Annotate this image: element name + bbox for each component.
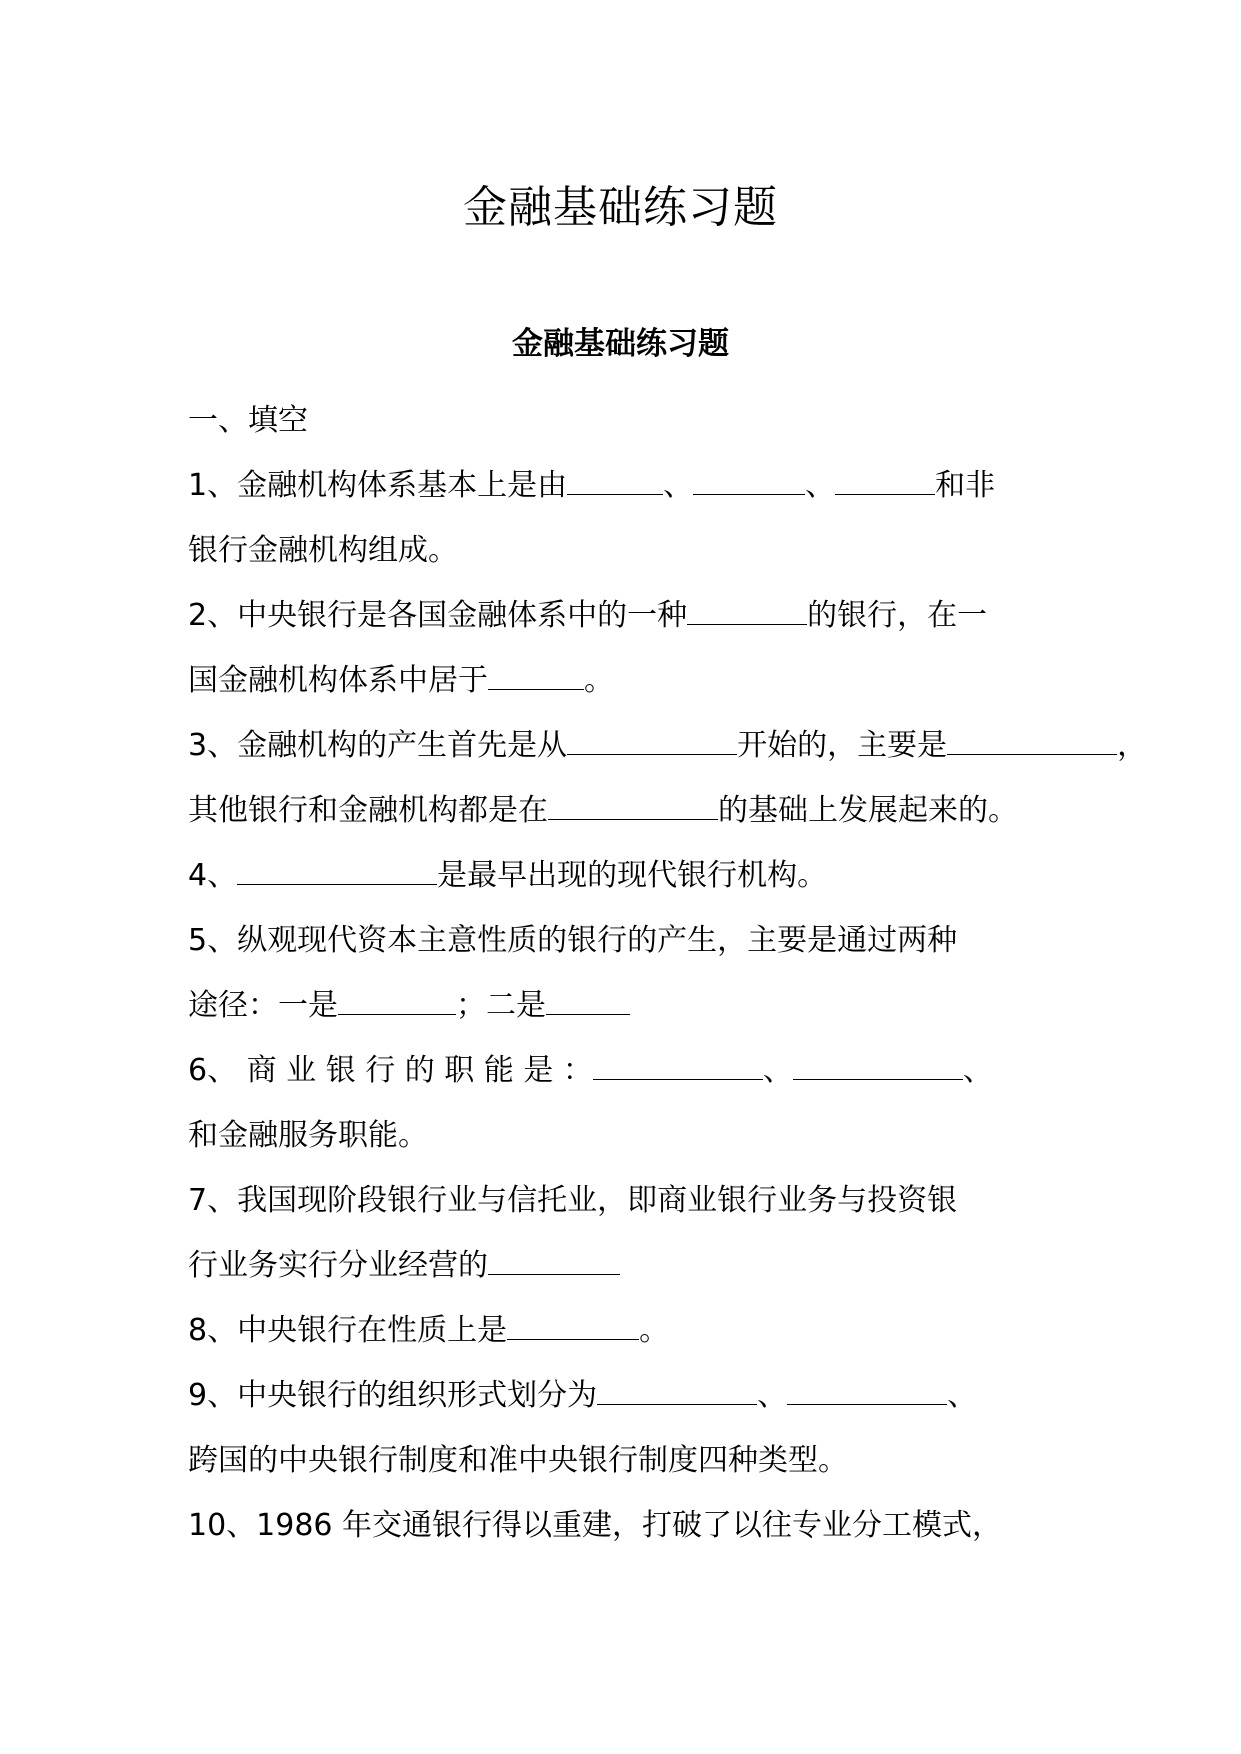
answer-blank [787, 1378, 947, 1405]
answer-blank [567, 728, 737, 755]
question-6-line-2: 和金融服务职能。 [188, 1118, 428, 1153]
answer-blank [546, 988, 630, 1015]
answer-blank [687, 598, 807, 625]
question-7-line-1: 7、我国现阶段银行业与信托业，即商业银行业务与投资银 [188, 1183, 958, 1218]
question-6-line-1: 6、 商 业 银 行 的 职 能 是 ： 、 、 [188, 1053, 993, 1088]
answer-blank [548, 793, 718, 820]
question-8: 8、中央银行在性质上是 。 [188, 1313, 670, 1348]
answer-blank [597, 1378, 757, 1405]
answer-blank [237, 858, 437, 885]
document-subtitle: 金融基础练习题 [512, 326, 729, 362]
question-5-line-1: 5、纵观现代资本主意性质的银行的产生，主要是通过两种 [188, 923, 958, 958]
question-9-line-1: 9、中央银行的组织形式划分为 、 、 [188, 1378, 978, 1413]
document-body [188, 388, 1208, 1558]
answer-blank [488, 1248, 620, 1275]
section-heading: 一、填空 [188, 403, 308, 438]
answer-blank [693, 468, 805, 495]
document-title: 金融基础练习题 [463, 182, 778, 233]
question-1-line-1: 1、金融机构体系基本上是由 、 、 和非 [188, 468, 996, 503]
answer-blank [947, 728, 1117, 755]
answer-blank [338, 988, 456, 1015]
question-5-line-2: 途径：一是 ；二是 [188, 973, 1208, 1038]
question-3-line-2: 其他银行和金融机构都是在 的基础上发展起来的。 [188, 793, 1018, 828]
question-2-line-1: 2、中央银行是各国金融体系中的一种 的银行，在一 [188, 598, 988, 633]
question-2-line-2: 国金融机构体系中居于 。 [188, 663, 614, 698]
answer-blank [507, 1313, 639, 1340]
answer-blank [793, 1053, 963, 1080]
question-3-line-1: 3、金融机构的产生首先是从 开始的，主要是 ， [188, 728, 1148, 763]
answer-blank [593, 1053, 763, 1080]
answer-blank [488, 663, 584, 690]
question-1-line-2: 银行金融机构组成。 [188, 533, 458, 568]
question-4: 4、 是最早出现的现代银行机构。 [188, 858, 828, 893]
answer-blank [835, 468, 935, 495]
question-9-line-2: 跨国的中央银行制度和准中央银行制度四种类型。 [188, 1443, 848, 1478]
question-10-line-1: 10、1986 年交通银行得以重建，打破了以往专业分工模式， [188, 1508, 1003, 1543]
answer-blank [567, 468, 663, 495]
question-7-line-2: 行业务实行分业经营的 [188, 1233, 1208, 1298]
